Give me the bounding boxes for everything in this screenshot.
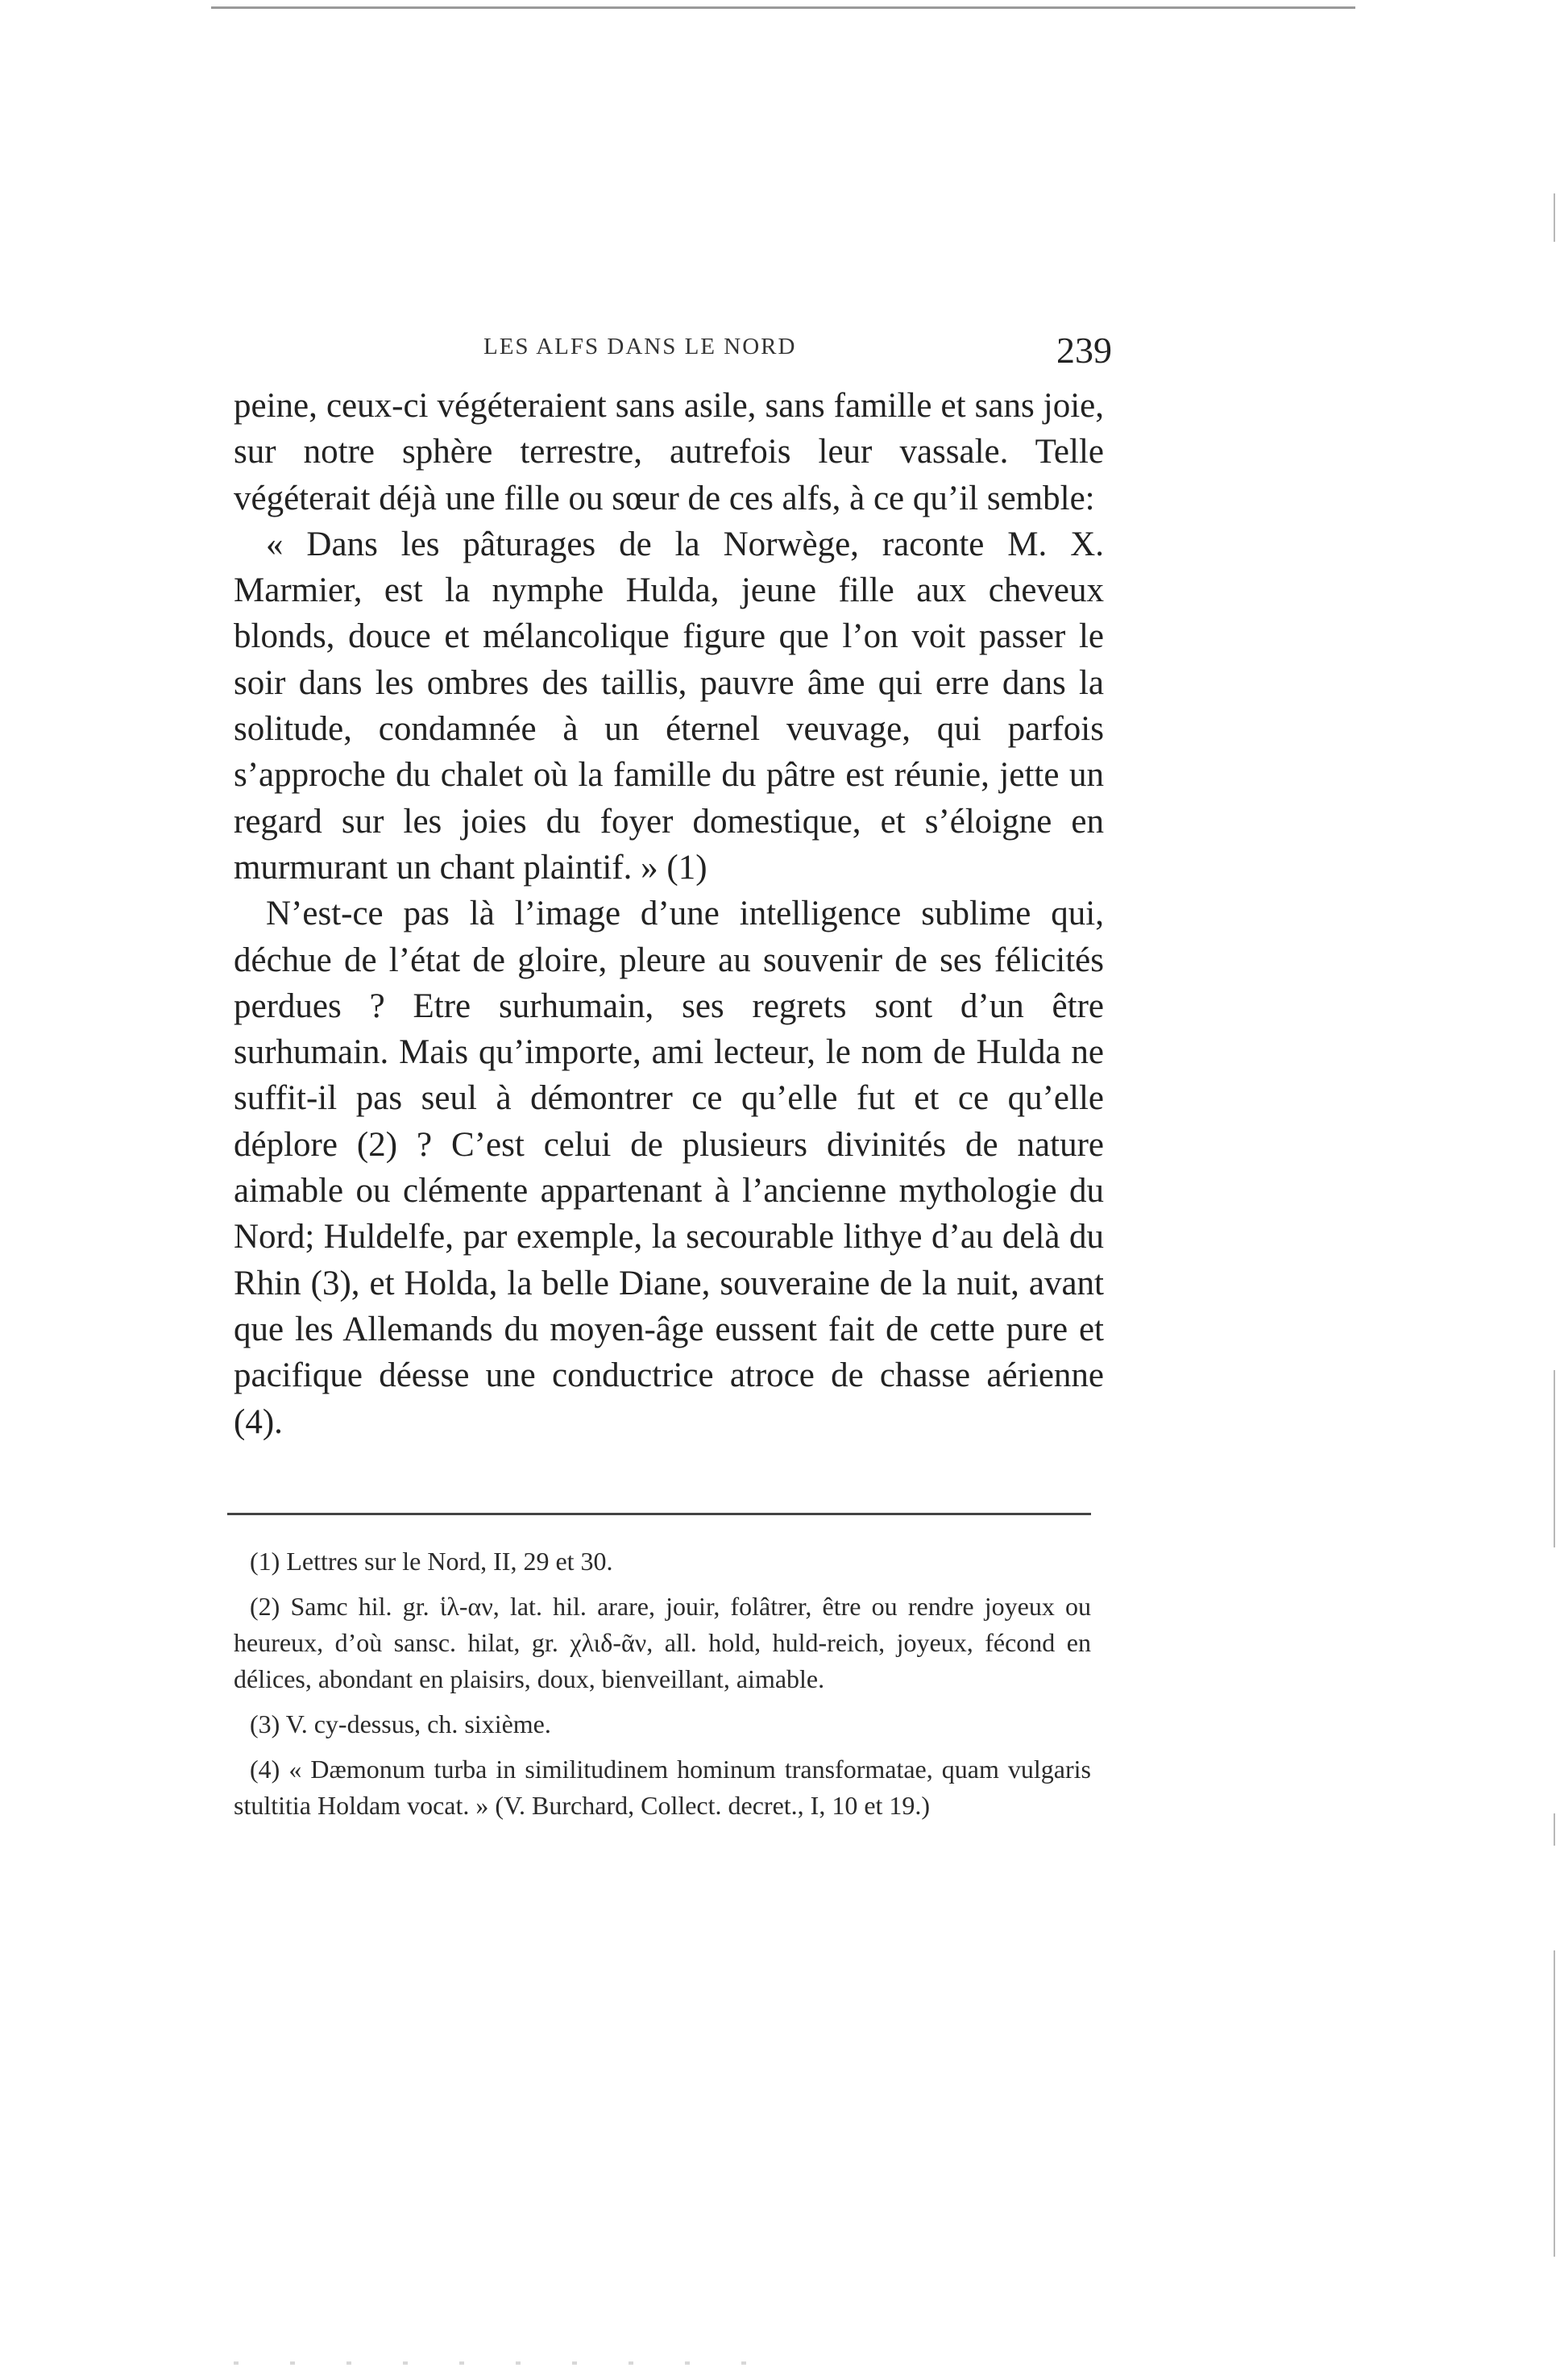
footnote-separator: [227, 1513, 1091, 1515]
paragraph: peine, ceux-ci végéteraient sans asile, sans famille et sans joie, sur notre sphère terrestre, autrefois leur vassale. Telle végéterait déjà une fille ou sœur de ces alfs, à ce qu’il semble:: [234, 387, 1104, 517]
footnote: (3) V. cy-dessus, ch. sixième.: [250, 1709, 551, 1738]
main-text: [234, 383, 1104, 1445]
paragraph: N’est-ce pas là l’image d’une intelligence sublime qui, déchue de l’état de gloire, pleure au souvenir de ses félicités perdues ? Etre surhumain, ses regrets sont d’un être surhumain. Mais qu’importe, ami lecteur, le nom de Hulda ne suffit-il pas seul à démontrer ce qu’elle fut et ce qu’elle déplore (2) ? C’est celui de plusieurs divinités de nature aimable ou clémente appartenant à l’ancienne mythologie du Nord; Huldelfe, par exemple, la secourable lithye d’au delà du Rhin (3), et Holda, la belle Diane, souveraine de la nuit, avant que les Allemands du moyen-âge eussent fait de cette pure et pacifique déesse une conductrice atroce de chasse aérienne (4).: [234, 895, 1104, 1441]
edge-mark: [1554, 1370, 1555, 1547]
footnote: (1) Lettres sur le Nord, II, 29 et 30.: [250, 1547, 613, 1576]
page-header: [483, 329, 1112, 377]
paragraph: « Dans les pâturages de la Norwège, raconte M. X. Marmier, est la nymphe Hulda, jeune fille aux cheveux blonds, douce et mélancolique figure que l’on voit passer le soir dans les ombres des taillis, pauvre âme qui erre dans la solitude, condamnée à un éternel veuvage, qui parfois s’approche du chalet où la famille du pâtre est réunie, jette un regard sur les joies du foyer domestique, et s’éloigne en murmurant un chant plaintif. » (1): [234, 525, 1104, 887]
edge-mark: [1554, 1950, 1555, 2257]
footnote: (4) « Dæmonum turba in similitudinem hominum transformatae, quam vulgaris stultitia Holdam vocat. » (V. Burchard, Collect. decret., I, 10 et 19.): [234, 1755, 1091, 1820]
scan-specks: [234, 2361, 798, 2365]
page-number: 239: [1056, 330, 1112, 371]
footnotes: [234, 1543, 1091, 1833]
footnote: (2) Samc hil. gr. ἱλ-αν, lat. hil. arare, jouir, folâtrer, être ou rendre joyeux ou heureux, d’où sansc. hilat, gr. χλιδ-ᾶν, all. hold, huld-reich, joyeux, fécond en délices, abondant en plaisirs, doux, bienveillant, aimable.: [234, 1592, 1091, 1693]
edge-mark: [1554, 193, 1555, 242]
edge-mark: [1554, 1813, 1555, 1846]
top-border-rule: [211, 6, 1355, 9]
running-head: LES ALFS DANS LE NORD: [483, 334, 797, 359]
